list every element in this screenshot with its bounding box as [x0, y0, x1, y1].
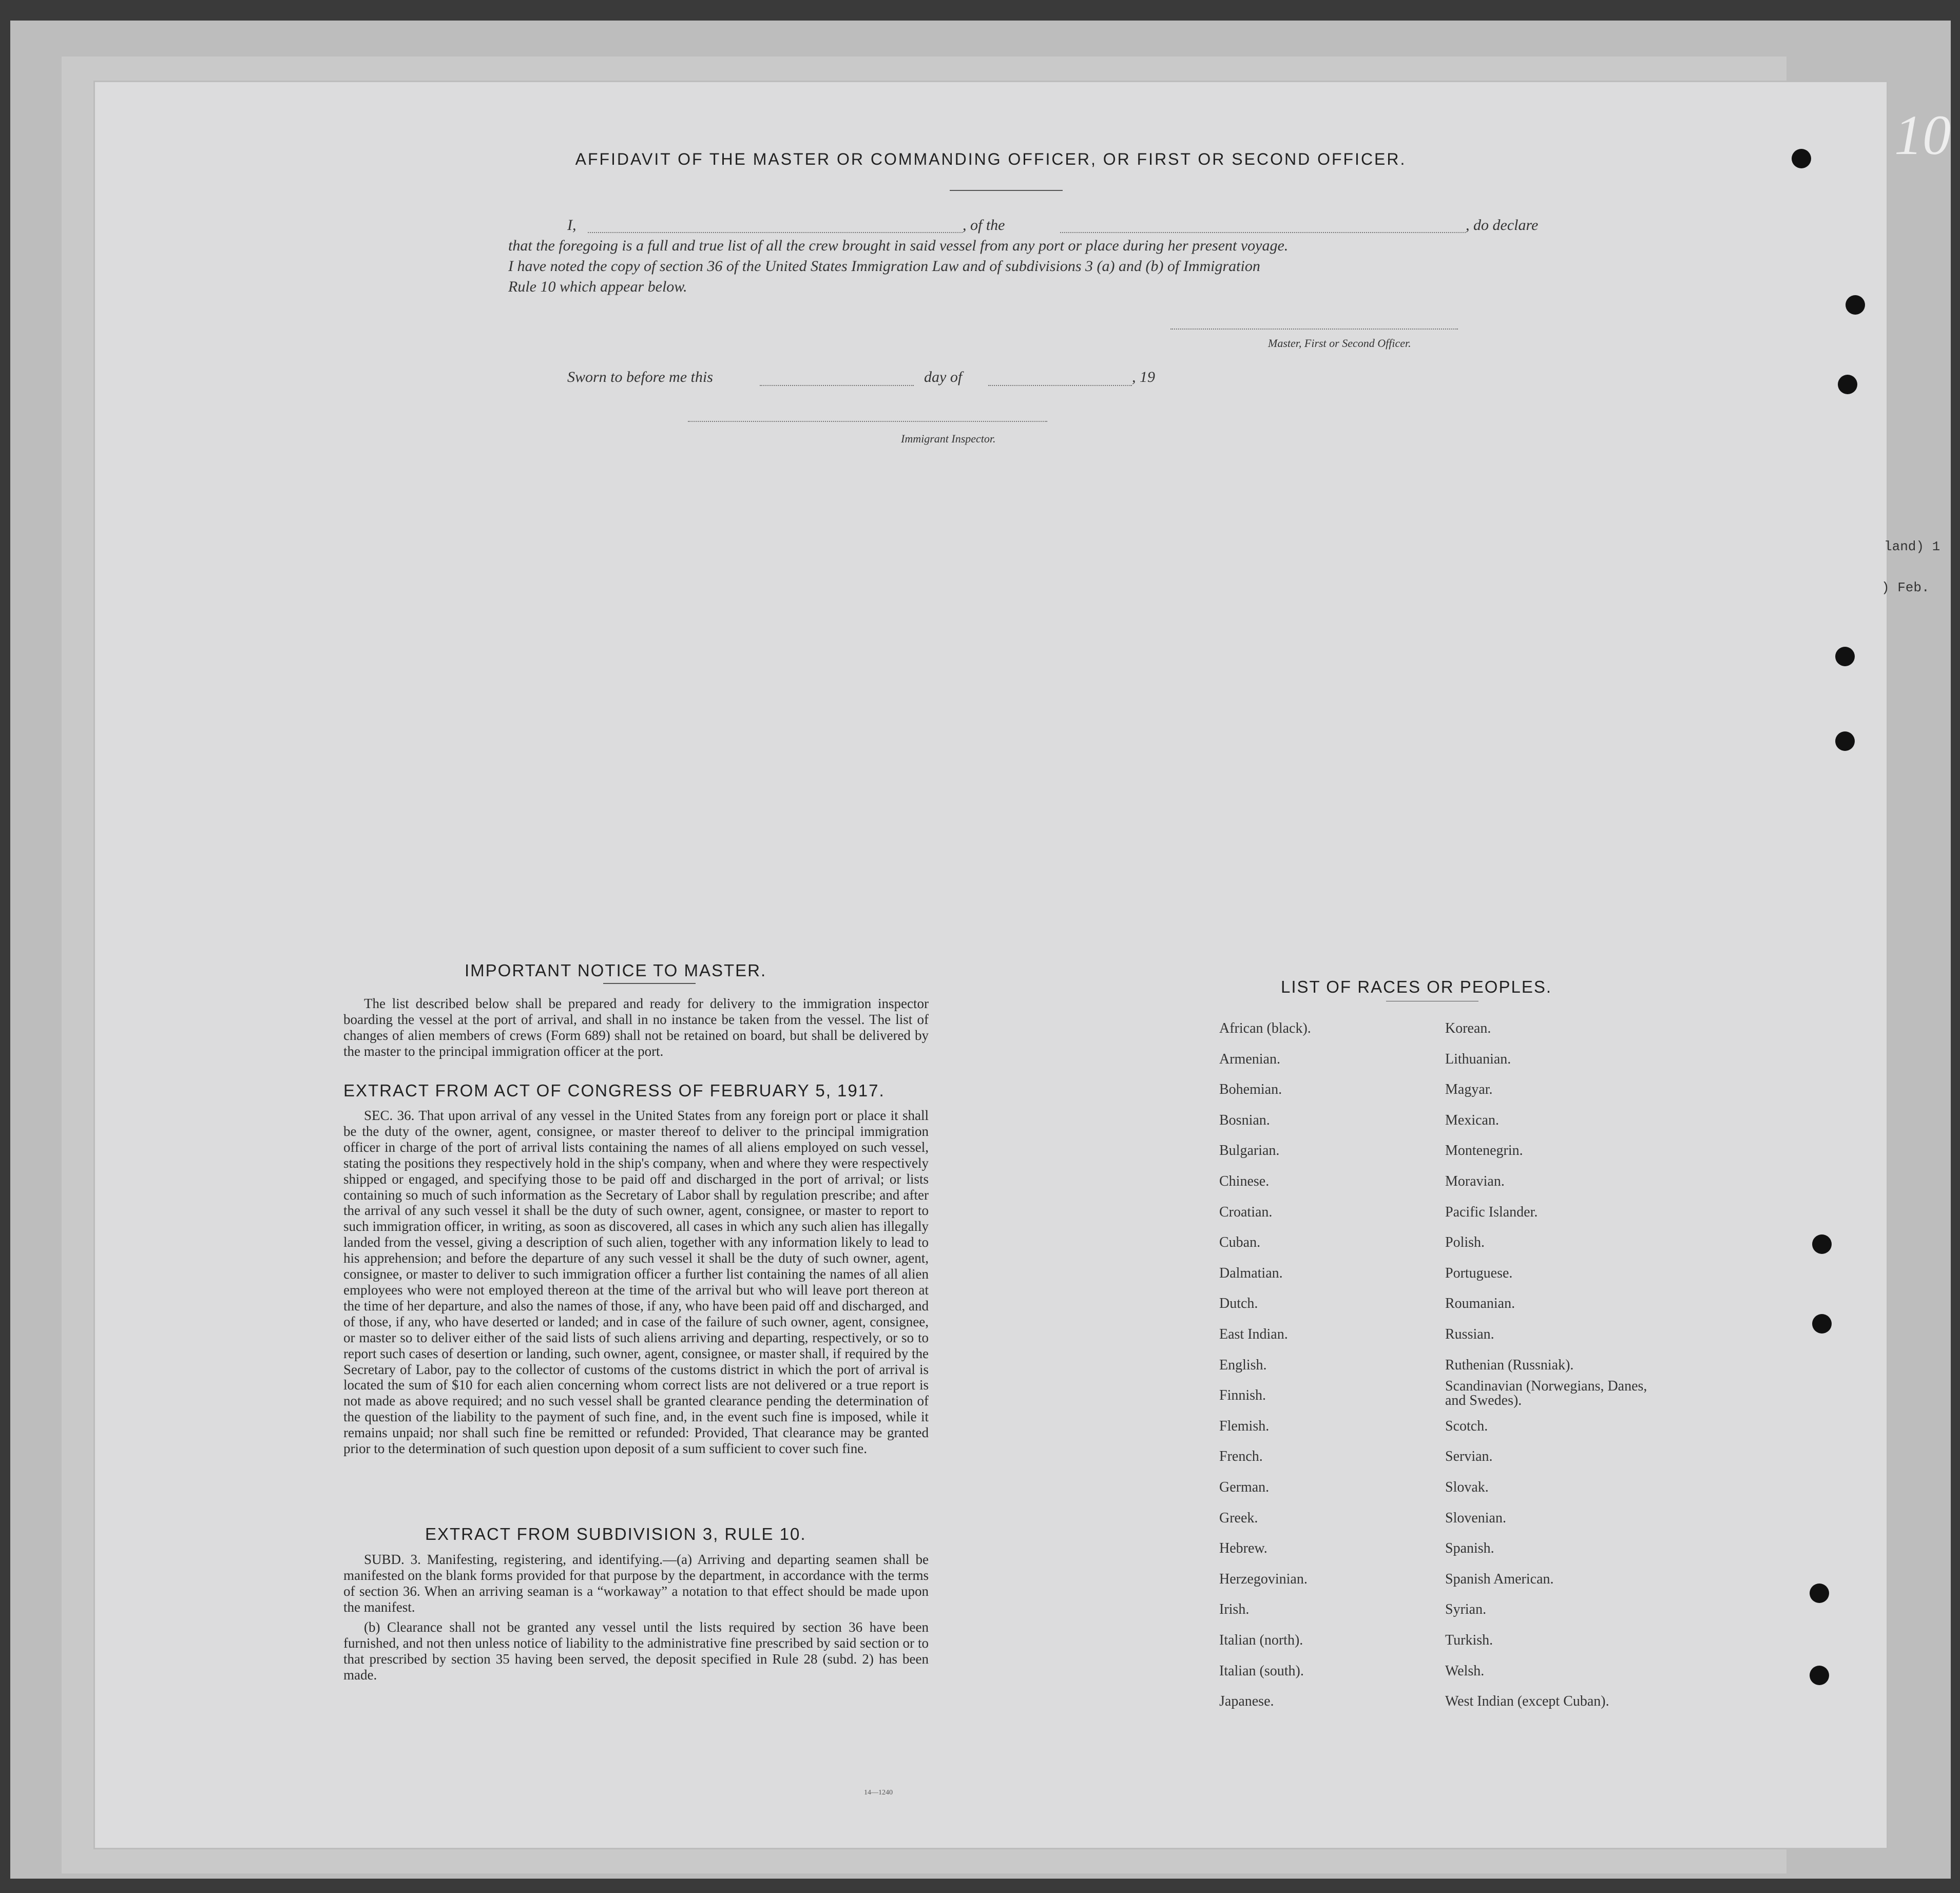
race-item: Magyar. [1445, 1081, 1493, 1098]
race-item: Welsh. [1445, 1663, 1485, 1679]
page-number: 10 [1894, 104, 1951, 166]
race-item: Turkish. [1445, 1632, 1493, 1648]
margin-fragment: ) Feb. [1881, 580, 1930, 595]
act-heading: EXTRACT FROM ACT OF CONGRESS OF FEBRUARY 5, 1917. [343, 1081, 885, 1100]
rule-text-b: (b) Clearance shall not be granted any vessel until the lists required by section 36 have been furnished, and not then unless notice of liability to the administrative fine prescribed by said section or to that prescribed by section 35 having been served, the deposit specified in Rule 28 (subd. 2) has been made. [343, 1619, 929, 1683]
form-code: 14—1240 [864, 1789, 893, 1797]
race-item: Dutch. [1219, 1296, 1258, 1312]
affidavit-line1-of-the: , of the [963, 217, 1005, 234]
year-text: , 19 [1132, 369, 1155, 385]
race-item: French. [1219, 1448, 1263, 1465]
sworn-day-blank[interactable] [760, 385, 914, 386]
race-item: Montenegrin. [1445, 1143, 1523, 1159]
punch-hole [1812, 1234, 1832, 1254]
punch-hole [1835, 647, 1855, 666]
affidavit-line2: that the foregoing is a full and true list of all the crew brought in said vessel from any port or place during her present voyage. [508, 237, 1289, 254]
race-item: Bulgarian. [1219, 1143, 1280, 1159]
race-item: Chinese. [1219, 1173, 1270, 1189]
day-of-text: day of [924, 369, 963, 385]
race-item: Portuguese. [1445, 1265, 1513, 1281]
affidavit-line3: I have noted the copy of section 36 of the United States Immigration Law and of subdivisions 3 (a) and (b) of Immigration [508, 258, 1260, 275]
race-item: Japanese. [1219, 1693, 1274, 1710]
race-item: Pacific Islander. [1445, 1204, 1538, 1220]
race-item: Scotch. [1445, 1418, 1488, 1434]
document-page [95, 82, 1887, 1848]
race-item: Hebrew. [1219, 1540, 1267, 1557]
race-item: Russian. [1445, 1326, 1494, 1342]
affidavit-line1-declare: , do declare [1466, 217, 1539, 234]
punch-hole [1838, 375, 1857, 394]
punch-hole [1846, 295, 1865, 315]
inspector-signature-label: Immigrant Inspector. [901, 432, 996, 445]
punch-hole [1812, 1314, 1832, 1334]
affidavit-title: AFFIDAVIT OF THE MASTER OR COMMANDING OFFICER, OR FIRST OR SECOND OFFICER. [575, 150, 1407, 168]
name-blank[interactable] [588, 232, 963, 233]
race-item: Korean. [1445, 1020, 1491, 1036]
margin-fragment: land) 1 [1884, 539, 1940, 554]
race-item: Servian. [1445, 1448, 1493, 1465]
notice-text: The list described below shall be prepared and ready for delivery to the immigration inspector boarding the vessel at the port of arrival, and shall in no instance be taken from the vessel. The list of changes of alien members of crews (Form 689) shall not be retained on board, but shall be delivered by the master to the principal immigration officer at the port. [343, 996, 929, 1059]
inspector-signature-line[interactable] [688, 421, 1047, 422]
race-item: Roumanian. [1445, 1296, 1515, 1312]
punch-hole [1835, 731, 1855, 751]
race-item: East Indian. [1219, 1326, 1288, 1342]
act-text: SEC. 36. That upon arrival of any vessel in the United States from any foreign port or place it shall be the duty of the owner, agent, consignee, or master thereof to deliver to the principal immigration officer in charge of the port of arrival lists containing the names of all aliens employed on such vessel, stating the positions they respectively hold in the ship's company, when and where they were respectively shipped or engaged, and specifying those to be paid off and discharged in the port of arrival; or lists containing so much of such information as the Secretary of Labor shall by regulation prescribe; and after the arrival of any such vessel it shall be the duty of such owner, agent, consignee, or master to report to such immigration officer, in writing, as soon as discovered, all cases in which any such alien has illegally landed from the vessel, giving a description of such alien, together with any information likely to lead to his apprehension; and before the departure of any such vessel it shall be the duty of such owner, agent, consignee, or master to deliver to such immigration officer a further list containing the names of all alien employees who were not employed thereon at the time of the arrival but who will leave port thereon at the time of her departure, and also the names of those, if any, who have been paid off and discharged, and of those, if any, who have deserted or landed; and in case of the failure of such owner, agent, consignee, or master so to deliver either of the said lists of such aliens arriving and departing, respectively, or so to report such cases of desertion or landing, such owner, agent, consignee, or master shall, if required by the Secretary of Labor, pay to the collector of customs of the customs district in which the port of arrival is located the sum of $10 for each alien concerning whom correct lists are not delivered or a true report is not made as above required; and no such vessel shall be granted clearance pending the determination of the question of the liability to the payment of such fine, and, in the event such fine is imposed, while it remains unpaid; nor shall such fine be remitted or refunded: Provided, That clearance may be granted prior to the determination of such question upon deposit of a sum sufficient to cover such fine. [343, 1108, 929, 1457]
race-item: Greek. [1219, 1510, 1258, 1526]
race-item: Croatian. [1219, 1204, 1273, 1220]
race-item: Cuban. [1219, 1234, 1261, 1251]
punch-hole [1810, 1666, 1829, 1685]
races-heading: LIST OF RACES OR PEOPLES. [1281, 977, 1552, 996]
race-item: West Indian (except Cuban). [1445, 1693, 1609, 1710]
punch-hole [1810, 1583, 1829, 1603]
race-item: Moravian. [1445, 1173, 1505, 1189]
race-item: Italian (north). [1219, 1632, 1303, 1648]
race-item: Armenian. [1219, 1051, 1280, 1067]
race-item: Flemish. [1219, 1418, 1270, 1434]
title-underline [950, 190, 1063, 191]
race-item: Scandinavian (Norwegians, Danes, and Swedes). [1445, 1378, 1647, 1409]
race-item: Spanish. [1445, 1540, 1494, 1557]
race-item: Slovenian. [1445, 1510, 1506, 1526]
race-item: Ruthenian (Russniak). [1445, 1357, 1574, 1373]
rule-text-a: SUBD. 3. Manifesting, registering, and identifying.—(a) Arriving and departing seamen shall be manifested on the blank forms provided for that purpose by the department, in accordance with the terms of section 36. When an arriving seaman is a “workaway” a notation to that effect should be made upon the manifest. [343, 1552, 929, 1615]
race-item: Lithuanian. [1445, 1051, 1511, 1067]
race-item: Herzegovinian. [1219, 1571, 1308, 1587]
race-item: Spanish American. [1445, 1571, 1554, 1587]
race-item: English. [1219, 1357, 1267, 1373]
vessel-blank[interactable] [1060, 232, 1466, 233]
notice-heading-underline [603, 983, 696, 984]
rule-heading: EXTRACT FROM SUBDIVISION 3, RULE 10. [425, 1524, 806, 1543]
race-item: Slovak. [1445, 1479, 1489, 1495]
race-item: Mexican. [1445, 1112, 1499, 1128]
race-item: German. [1219, 1479, 1270, 1495]
affidavit-line1-i: I, [567, 217, 577, 234]
sworn-text: Sworn to before me this [567, 369, 713, 385]
affidavit-line4: Rule 10 which appear below. [508, 278, 687, 295]
race-item: Syrian. [1445, 1601, 1487, 1618]
race-item: African (black). [1219, 1020, 1311, 1036]
master-signature-line[interactable] [1170, 329, 1458, 330]
race-item: Polish. [1445, 1234, 1485, 1251]
race-item: Italian (south). [1219, 1663, 1304, 1679]
sworn-month-blank[interactable] [988, 385, 1132, 386]
race-item: Bohemian. [1219, 1081, 1282, 1098]
race-item: Bosnian. [1219, 1112, 1270, 1128]
race-item: Dalmatian. [1219, 1265, 1283, 1281]
master-signature-label: Master, First or Second Officer. [1268, 337, 1411, 350]
notice-heading: IMPORTANT NOTICE TO MASTER. [465, 961, 767, 980]
race-item: Irish. [1219, 1601, 1250, 1618]
race-item: Finnish. [1219, 1387, 1266, 1404]
